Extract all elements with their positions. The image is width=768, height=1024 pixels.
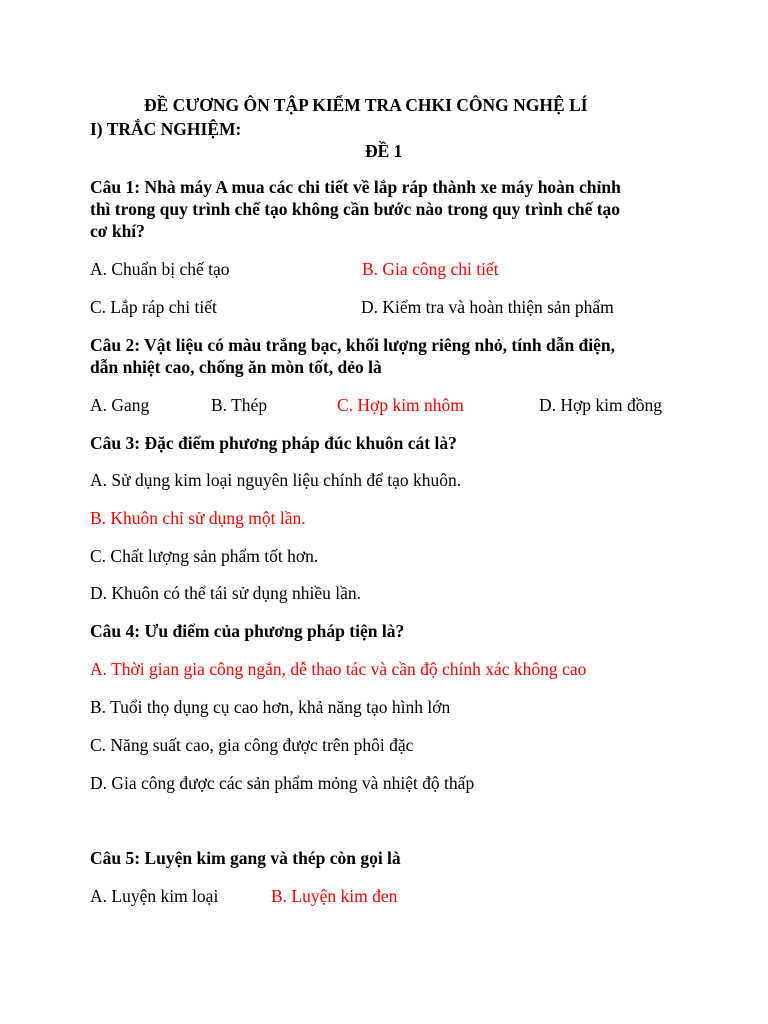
question-1-option-c: C. Lắp ráp chi tiết [90, 297, 217, 317]
question-5-line-1: Câu 5: Luyện kim gang và thép còn gọi là [90, 848, 401, 868]
question-3-option-a: A. Sử dụng kim loại nguyên liệu chính để tạo khuôn. [90, 470, 462, 490]
question-3-option-d: D. Khuôn có thể tái sử dụng nhiều lần. [90, 583, 361, 603]
question-1-line-1: Câu 1: Nhà máy A mua các chi tiết về lắp ráp thành xe máy hoàn chỉnh [90, 177, 621, 197]
question-2-option-a: A. Gang [90, 395, 150, 415]
question-3-option-b-correct: B. Khuôn chỉ sử dụng một lần. [90, 508, 306, 528]
question-4-line-1: Câu 4: Ưu điểm của phương pháp tiện là? [90, 621, 405, 641]
question-1-option-a: A. Chuẩn bị chế tạo [90, 259, 230, 279]
question-3-line-1: Câu 3: Đặc điểm phương pháp đúc khuôn cát là? [90, 433, 457, 453]
question-5-option-a: A. Luyện kim loại [90, 886, 219, 906]
question-1-line-3: cơ khí? [90, 221, 145, 241]
question-4-option-d: D. Gia công được các sản phẩm mỏng và nhiệt độ thấp [90, 773, 475, 793]
question-4-option-c: C. Năng suất cao, gia công được trên phôi đặc [90, 735, 414, 755]
question-2-line-1: Câu 2: Vật liệu có màu trắng bạc, khối lượng riêng nhỏ, tính dẫn điện, [90, 335, 616, 355]
question-4-option-b: B. Tuổi thọ dụng cụ cao hơn, khả năng tạo hình lớn [90, 697, 451, 717]
question-1-line-2: thì trong quy trình chế tạo không cần bước nào trong quy trình chế tạo [90, 199, 621, 219]
question-2-line-2: dẫn nhiệt cao, chống ăn mòn tốt, dẻo là [90, 357, 382, 377]
question-5-option-b-correct: B. Luyện kim đen [271, 886, 398, 906]
exam-label: ĐỀ 1 [365, 141, 403, 161]
question-4-option-a-correct: A. Thời gian gia công ngắn, dễ thao tác và cần độ chính xác không cao [90, 659, 587, 679]
question-1-option-b-correct: B. Gia công chi tiết [362, 259, 499, 279]
question-2-option-c-correct: C. Hợp kim nhôm [337, 395, 464, 415]
question-3-option-c: C. Chất lượng sản phẩm tốt hơn. [90, 546, 319, 566]
section-heading: I) TRẮC NGHIỆM: [90, 119, 242, 139]
question-2-option-b: B. Thép [211, 395, 268, 415]
document-title: ĐỀ CƯƠNG ÔN TẬP KIỂM TRA CHKI CÔNG NGHỆ LÍ [144, 95, 588, 115]
question-1-option-d: D. Kiểm tra và hoàn thiện sản phẩm [361, 297, 614, 317]
question-2-option-d: D. Hợp kim đồng [539, 395, 663, 415]
